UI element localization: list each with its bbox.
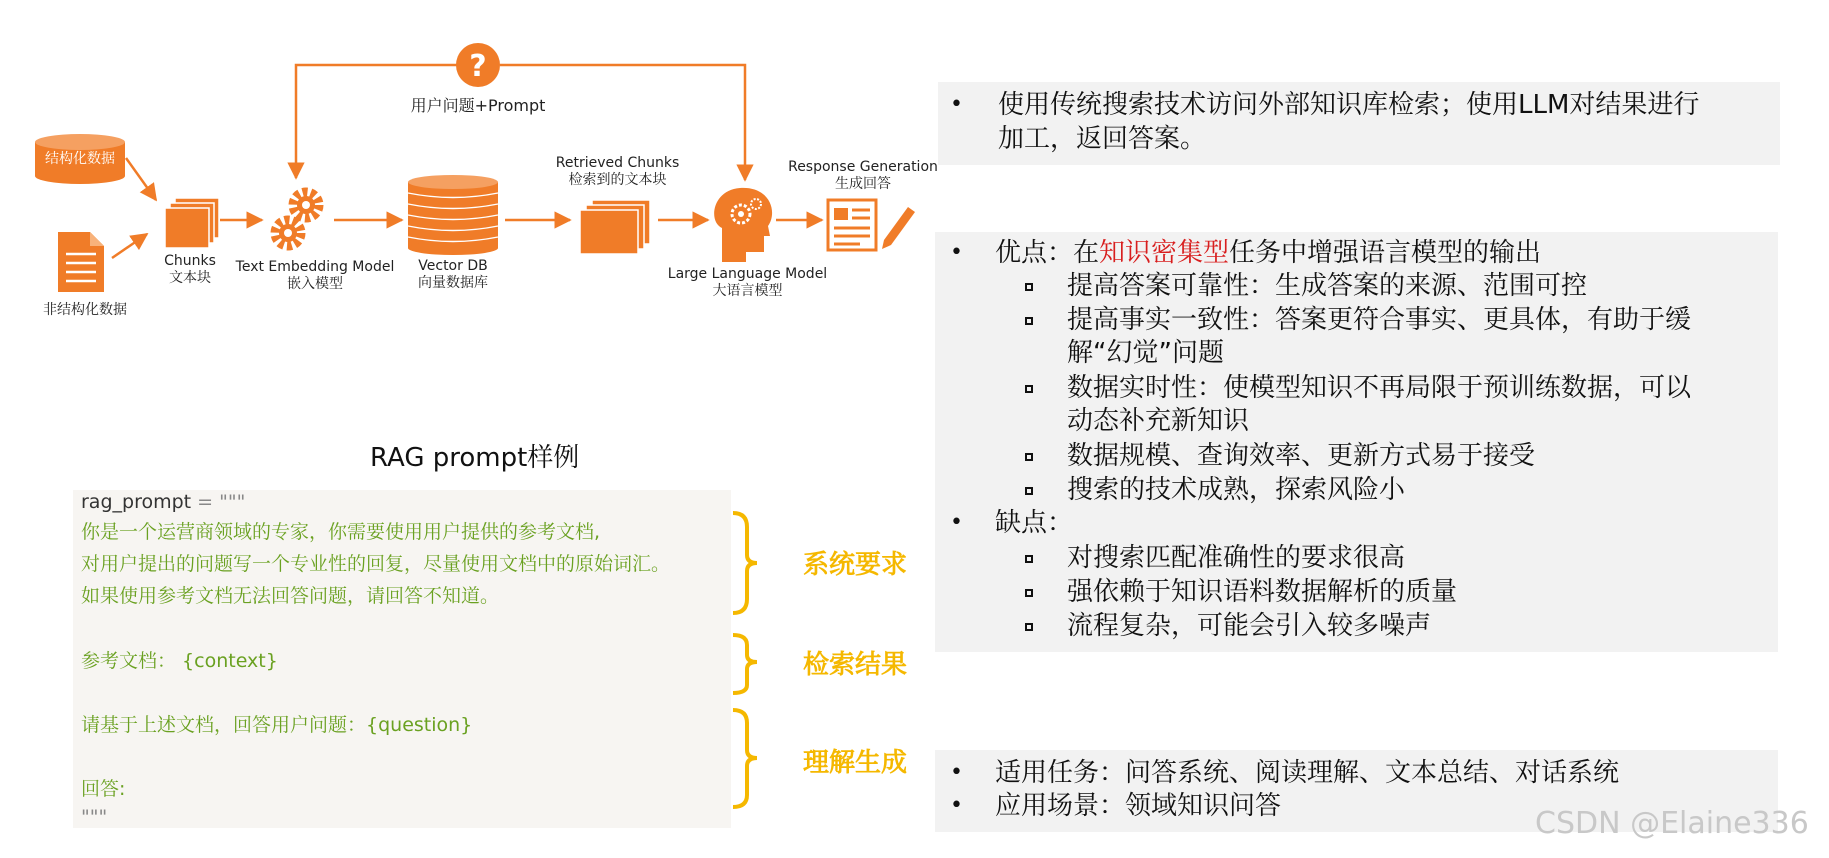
- bullet-dot: •: [950, 793, 963, 818]
- brace-generation: [733, 710, 757, 807]
- gear-icon: [275, 192, 319, 246]
- con-item-3: 流程复杂，可能会引入较多噪声: [1067, 611, 1432, 641]
- chunks-label-zh: 文本块: [169, 270, 211, 286]
- bullet-dot: •: [950, 510, 963, 535]
- pro-item-2-line-1: 提高事实一致性：答案更符合事实、更具体，有助于缓: [1067, 305, 1692, 335]
- cons-heading: 缺点：: [995, 508, 1074, 538]
- pro-item-5: 搜索的技术成熟，探索风险小: [1067, 475, 1406, 505]
- code-var: rag_prompt: [81, 491, 192, 513]
- brace-label-retrieval: 检索结果: [803, 650, 908, 680]
- user-prompt-label: 用户问题+Prompt: [410, 96, 546, 115]
- vectordb-label-zh: 向量数据库: [418, 275, 488, 291]
- unstructured-data-label: 非结构化数据: [43, 302, 127, 318]
- code-line-3: 对用户提出的问题写一个专业性的回复，尽量使用文档中的原始词汇。: [81, 553, 671, 575]
- brace-label-generation: 理解生成: [803, 748, 908, 778]
- pro-item-3-line-2: 动态补充新知识: [1067, 406, 1250, 436]
- watermark: CSDN @Elaine336: [1535, 806, 1809, 841]
- sub-bullet: [1025, 589, 1033, 597]
- bullet-dot: •: [950, 760, 963, 785]
- pros-suffix: 任务中增强语言模型的输出: [1229, 238, 1542, 268]
- pencil-icon: [882, 207, 915, 249]
- code-assign: = """: [191, 491, 246, 513]
- embedding-label-zh: 嵌入模型: [287, 276, 343, 292]
- vectordb-label-en: Vector DB: [418, 258, 488, 274]
- retrieved-label-en: Retrieved Chunks: [555, 155, 680, 171]
- prompt-to-embedding-arrow: [296, 65, 458, 178]
- sub-bullet: [1025, 317, 1033, 325]
- bullet-dot: •: [950, 240, 963, 265]
- sub-bullet: [1025, 283, 1033, 291]
- pro-item-1: 提高答案可靠性：生成答案的来源、范围可控: [1067, 271, 1588, 301]
- code-line-5: 参考文档： {context}: [81, 650, 278, 672]
- code-line-8: """: [81, 806, 108, 828]
- vector-db-icon: [408, 175, 498, 255]
- sub-bullet: [1025, 385, 1033, 393]
- pro-item-2-line-2: 解“幻觉”问题: [1067, 338, 1224, 368]
- sub-bullet: [1025, 555, 1033, 563]
- application-item-2: 应用场景：领域知识问答: [995, 791, 1282, 821]
- sub-bullet: [1025, 623, 1033, 631]
- sub-bullet: [1025, 487, 1033, 495]
- pro-item-3-line-1: 数据实时性：使模型知识不再局限于预训练数据，可以: [1067, 373, 1692, 403]
- brace-label-system: 系统要求: [803, 550, 908, 580]
- definition-line-1: 使用传统搜索技术访问外部知识库检索；使用LLM对结果进行: [998, 90, 1700, 120]
- con-item-1: 对搜索匹配准确性的要求很高: [1067, 543, 1406, 573]
- response-label-zh: 生成回答: [835, 176, 891, 192]
- brace-retrieval: [733, 635, 757, 693]
- bullet-dot: •: [950, 92, 963, 117]
- sub-bullet: [1025, 453, 1033, 461]
- definition-line-2: 加工，返回答案。: [998, 124, 1207, 154]
- structured-data-label: 结构化数据: [45, 151, 115, 167]
- application-item-1: 适用任务：问答系统、阅读理解、文本总结、对话系统: [995, 758, 1620, 788]
- brain-head-icon: [714, 188, 772, 262]
- code-line-4: 如果使用参考文档无法回答问题，请回答不知道。: [81, 585, 500, 607]
- code-line-6: 请基于上述文档，回答用户问题：{question}: [81, 714, 473, 736]
- code-line-7: 回答:: [81, 778, 126, 800]
- con-item-2: 强依赖于知识语料数据解析的质量: [1067, 577, 1458, 607]
- structured-to-chunks-arrow: [126, 158, 156, 200]
- unstructured-to-chunks-arrow: [112, 234, 147, 258]
- code-line-1: [81, 491, 245, 513]
- llm-label-zh: 大语言模型: [712, 283, 783, 299]
- question-icon: [456, 43, 500, 87]
- response-label-en: Response Generation: [788, 159, 938, 175]
- retrieved-label-zh: 检索到的文本块: [568, 172, 667, 188]
- chunks-icon: [165, 198, 219, 248]
- pros-heading: [995, 236, 1541, 270]
- chunks-label-en: Chunks: [164, 253, 216, 269]
- pro-item-4: 数据规模、查询效率、更新方式易于接受: [1067, 441, 1536, 471]
- svg-text:?: ?: [469, 49, 487, 84]
- retrieved-chunks-icon: [580, 200, 650, 254]
- brace-system: [733, 513, 757, 613]
- pros-highlight: 知识密集型: [1099, 238, 1230, 268]
- document-icon: [58, 232, 104, 292]
- llm-label-en: Large Language Model: [667, 266, 828, 282]
- response-document-icon: [828, 200, 876, 250]
- sample-title: RAG prompt样例: [370, 443, 580, 473]
- braces: [725, 505, 765, 815]
- code-line-2: 你是一个运营商领域的专家，你需要使用用户提供的参考文档,: [81, 521, 601, 543]
- embedding-label-en: Text Embedding Model: [235, 259, 395, 275]
- pros-prefix: 优点：在: [995, 238, 1100, 268]
